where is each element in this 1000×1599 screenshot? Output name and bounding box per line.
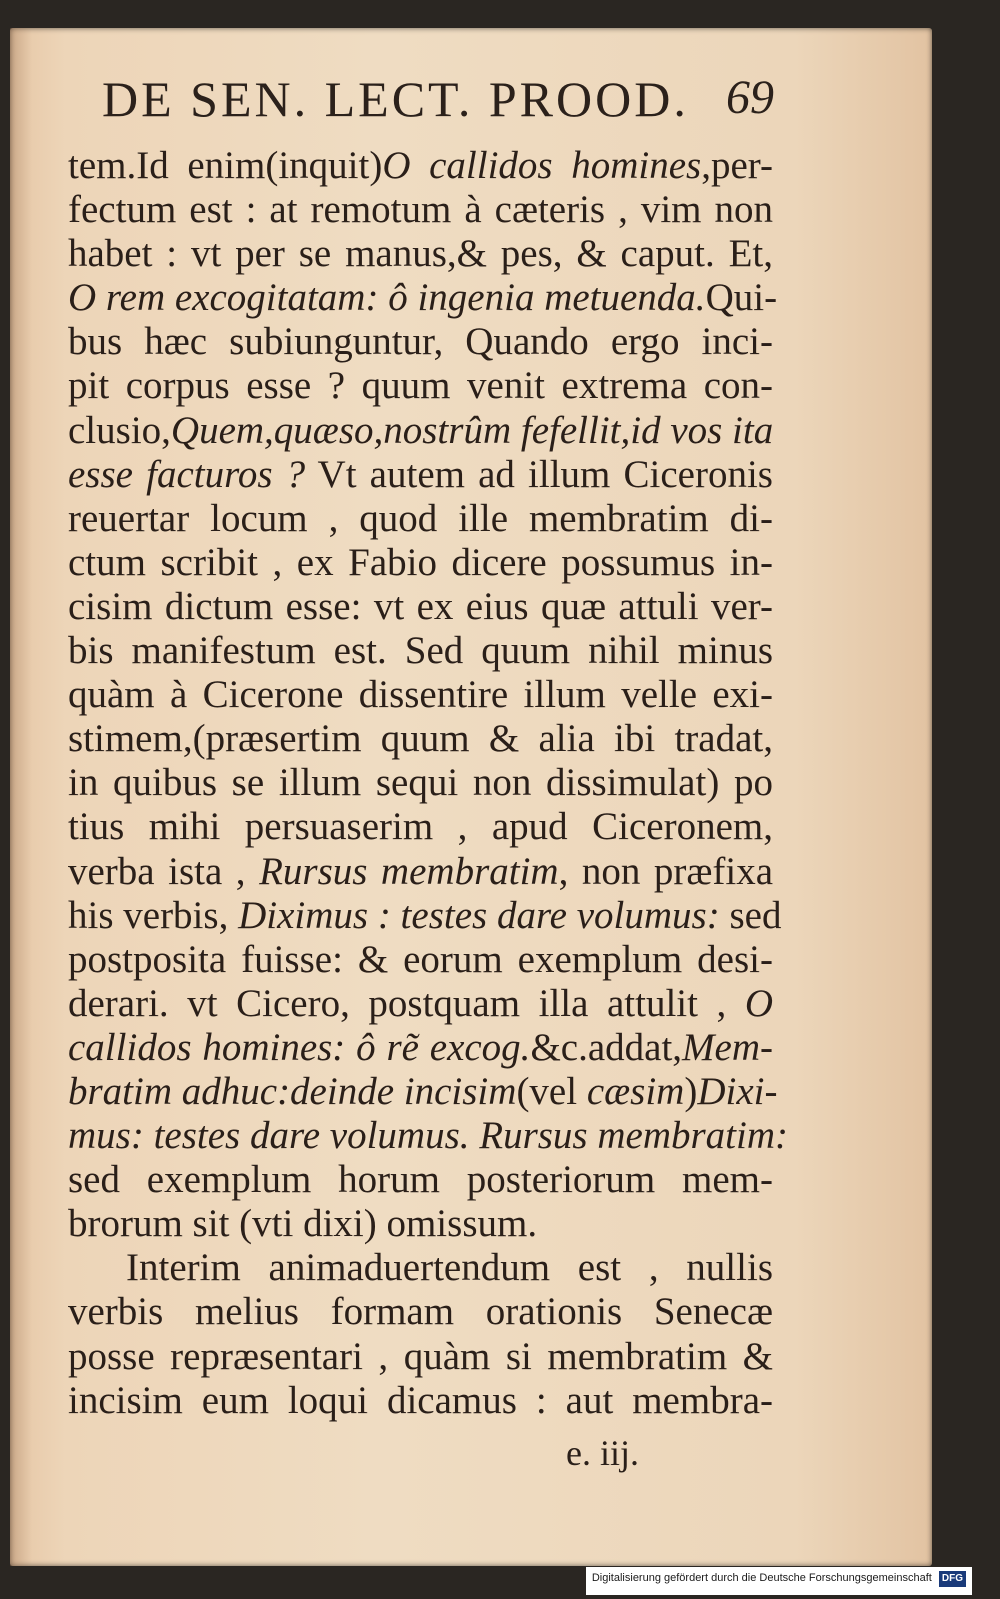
roman-text: fectum est : at remotum à cæteris , vim non bbox=[68, 188, 773, 232]
roman-text: posse repræsentari , quàm si membratim & bbox=[68, 1334, 773, 1378]
text-line bbox=[68, 585, 773, 629]
italic-text: Mem- bbox=[682, 1025, 773, 1069]
body-text bbox=[68, 144, 788, 1423]
text-line bbox=[68, 1290, 773, 1334]
roman-text: incisim eum loqui dicamus : aut membra- bbox=[68, 1378, 773, 1422]
roman-text: postposita fuisse: & eorum exemplum desi- bbox=[68, 937, 773, 981]
text-line bbox=[68, 188, 773, 232]
text-line bbox=[68, 497, 773, 541]
text-line bbox=[68, 673, 773, 717]
text-line bbox=[68, 805, 773, 849]
text-line bbox=[68, 1158, 773, 1202]
roman-text: derari. vt Cicero, postquam illa attulit , bbox=[68, 981, 745, 1025]
text-line bbox=[68, 541, 773, 585]
italic-text: bratim adhuc:deinde incisim bbox=[68, 1069, 517, 1113]
roman-text: cisim dictum esse: vt ex eius quæ attuli ver- bbox=[68, 584, 773, 628]
text-line bbox=[68, 1246, 773, 1290]
text-line bbox=[68, 320, 773, 364]
digitization-credit bbox=[586, 1567, 972, 1595]
roman-text: brorum sit (vti dixi) omissum. bbox=[68, 1202, 538, 1246]
roman-text: , non præfixa bbox=[558, 849, 774, 893]
roman-text: sed exemplum horum posteriorum mem- bbox=[68, 1158, 773, 1202]
roman-text: his verbis, bbox=[68, 893, 239, 937]
italic-text: Quem,quæso,nostrûm fefellit,id vos ita bbox=[170, 408, 774, 452]
text-line bbox=[68, 1379, 773, 1423]
text-line bbox=[68, 982, 773, 1026]
running-title: DE SEN. LECT. PROOD. bbox=[102, 71, 689, 127]
roman-text: pit corpus esse ? quum venit extrema con- bbox=[68, 364, 773, 408]
text-line bbox=[68, 893, 782, 938]
italic-text: Rursus membratim bbox=[259, 849, 559, 893]
roman-text: ctum scribit , ex Fabio dicere possumus in- bbox=[68, 540, 773, 584]
text-line bbox=[68, 1335, 773, 1379]
text-line bbox=[68, 629, 773, 673]
italic-text: mus: testes dare volumus. Rursus membratim: bbox=[68, 1114, 788, 1158]
roman-text: sed bbox=[719, 893, 782, 937]
roman-text: clusio, bbox=[68, 408, 171, 452]
text-line bbox=[68, 1026, 773, 1070]
text-line bbox=[68, 144, 773, 188]
text-line bbox=[68, 232, 773, 276]
book-page bbox=[10, 28, 932, 1566]
roman-text: ,per- bbox=[701, 144, 773, 187]
page-number: 69 bbox=[726, 71, 774, 124]
signature-mark: e. iij. bbox=[566, 1433, 639, 1473]
roman-text: (vel bbox=[516, 1069, 587, 1113]
italic-text: O rem excogitatam: ô ingenia metuenda. bbox=[68, 276, 706, 320]
roman-text: Qui- bbox=[705, 276, 778, 320]
roman-text: Interim animaduertendum est , nullis bbox=[126, 1246, 773, 1290]
italic-text: esse facturos ? bbox=[68, 452, 306, 496]
text-line bbox=[68, 938, 773, 982]
italic-text: Dixi- bbox=[697, 1069, 778, 1113]
italic-text: callidos homines: ô rẽ excog. bbox=[68, 1025, 531, 1069]
text-line bbox=[68, 409, 773, 453]
roman-text: verba ista , bbox=[68, 849, 260, 893]
roman-text: &c.addat, bbox=[530, 1025, 683, 1069]
text-line bbox=[68, 717, 773, 761]
text-line bbox=[68, 364, 773, 408]
roman-text: Vt autem ad illum Ciceronis bbox=[305, 452, 773, 496]
text-line bbox=[68, 761, 773, 805]
roman-text: ) bbox=[684, 1069, 698, 1113]
roman-text: tem.Id enim(inquit) bbox=[68, 144, 383, 187]
roman-text: verbis melius formam orationis Senecæ bbox=[68, 1290, 773, 1334]
italic-text: Diximus : testes dare volumus: bbox=[238, 893, 720, 937]
roman-text: habet : vt per se manus,& pes, & caput. Et, bbox=[68, 232, 773, 276]
dfg-logo: DFG bbox=[939, 1571, 966, 1587]
text-line bbox=[68, 1069, 778, 1114]
roman-text: bus hæc subiunguntur, Quando ergo inci- bbox=[68, 320, 773, 364]
text-line bbox=[68, 453, 773, 497]
roman-text: in quibus se illum sequi non dissimulat) po bbox=[68, 761, 773, 805]
roman-text: stimem,(præsertim quum & alia ibi tradat, bbox=[68, 717, 773, 761]
roman-text: bis manifestum est. Sed quum nihil minus bbox=[68, 629, 773, 673]
italic-text: cæsim bbox=[586, 1069, 685, 1113]
italic-text: O bbox=[744, 981, 773, 1025]
text-line bbox=[68, 276, 778, 320]
text-line bbox=[68, 1202, 773, 1246]
text-line bbox=[68, 1114, 788, 1158]
running-header bbox=[94, 62, 774, 142]
credit-text: Digitalisierung gefördert durch die Deutsche Forschungsgemeinschaft bbox=[591, 1572, 932, 1584]
roman-text: reuertar locum , quod ille membratim di- bbox=[68, 496, 773, 540]
italic-text: O callidos homines bbox=[382, 144, 702, 187]
roman-text: quàm à Cicerone dissentire illum velle exi- bbox=[68, 673, 773, 717]
roman-text: tius mihi persuaserim , apud Ciceronem, bbox=[68, 805, 773, 849]
text-line bbox=[68, 850, 773, 894]
